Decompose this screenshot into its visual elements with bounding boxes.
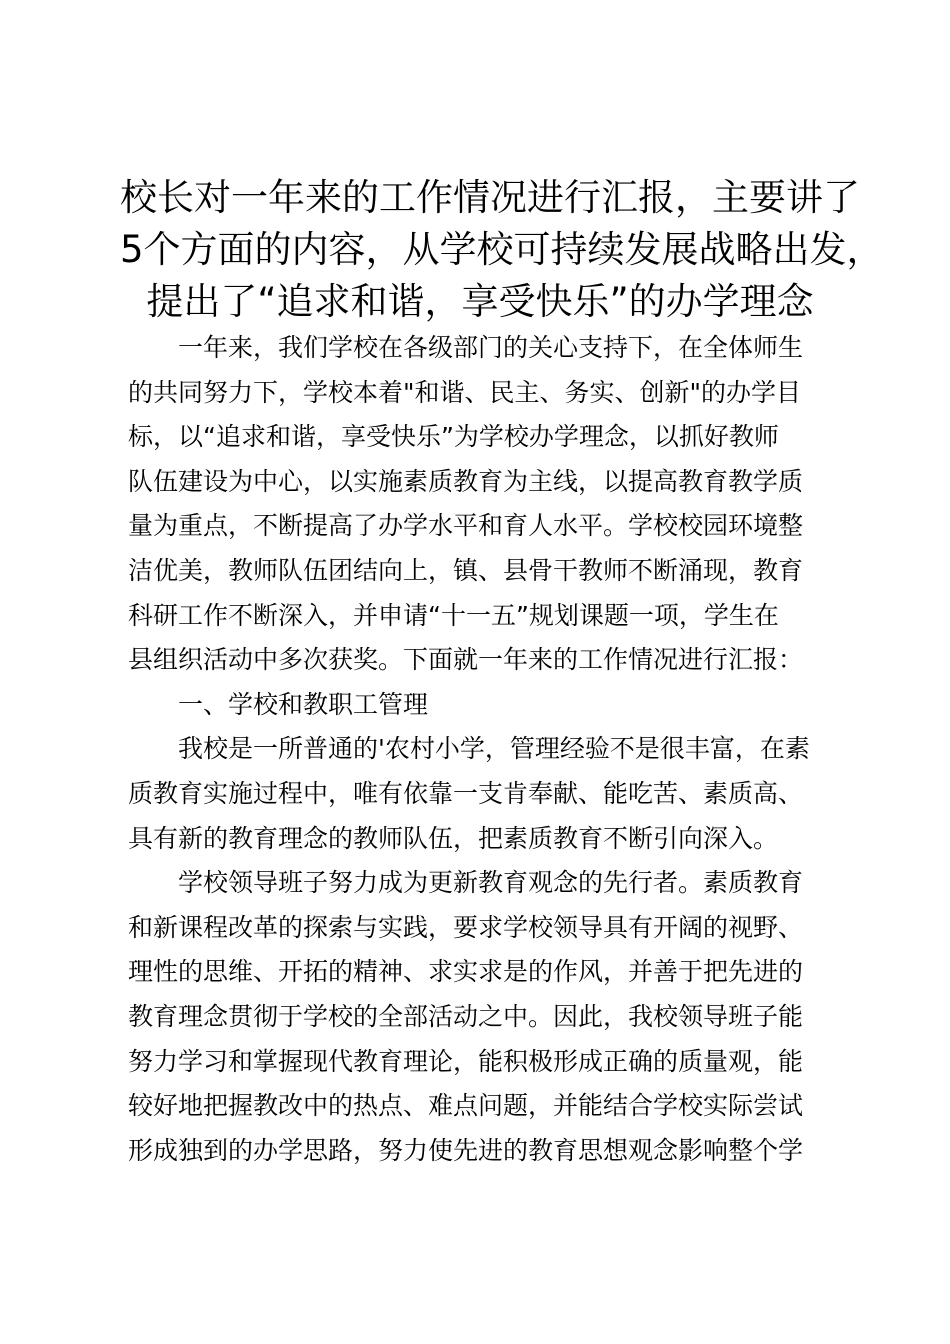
title-line: 5个方面的内容，从学校可持续发展战略出发， <box>120 228 884 271</box>
paragraph-line: 我校是一所普通的'农村小学，管理经验不是很丰富，在素 <box>178 734 810 764</box>
document-title <box>120 172 884 328</box>
paragraph-line: 具有新的教育理念的教师队伍，把素质教育不断引向深入。 <box>128 823 779 853</box>
paragraph-line: 量为重点，不断提高了办学水平和育人水平。学校校园环境整 <box>128 511 804 541</box>
paragraph-line: 较好地把握教改中的热点、难点问题，并能结合学校实际尝试 <box>128 1091 804 1121</box>
paragraph-line: 洁优美，教师队伍团结向上，镇、县骨干教师不断涌现，教育 <box>128 555 804 585</box>
paragraph-line: 标，以“追求和谐，享受快乐”为学校办学理念，以抓好教师 <box>128 422 779 452</box>
title-line: 提出了“追求和谐，享受快乐”的办学理念 <box>146 280 814 323</box>
paragraph-line: 教育理念贯彻于学校的全部活动之中。因此，我校领导班子能 <box>128 1001 804 1031</box>
paragraph-line: 形成独到的办学思路，努力使先进的教育思想观念影响整个学 <box>128 1135 804 1165</box>
paragraph-line: 理性的思维、开拓的精神、求实求是的作风，并善于把先进的 <box>128 957 804 987</box>
paragraph-line: 县组织活动中多次获奖。下面就一年来的工作情况进行汇报： <box>128 645 804 675</box>
paragraph-line: 质教育实施过程中，唯有依靠一支肯奉献、能吃苦、素质高、 <box>128 778 804 808</box>
paragraph-line: 和新课程改革的探索与实践，要求学校领导具有开阔的视野、 <box>128 912 804 942</box>
document-body <box>128 326 838 1173</box>
paragraph-line: 队伍建设为中心，以实施素质教育为主线，以提高教育教学质 <box>128 466 804 496</box>
paragraph-line: 努力学习和掌握现代教育理论，能积极形成正确的质量观，能 <box>128 1046 804 1076</box>
paragraph-line: 的共同努力下，学校本着"和谐、民主、务实、创新"的办学目 <box>128 377 802 407</box>
paragraph-line: 科研工作不断深入，并申请“十一五”规划课题一项，学生在 <box>128 600 779 630</box>
section-heading: 一、学校和教职工管理 <box>178 689 429 719</box>
paragraph-line: 学校领导班子努力成为更新教育观念的先行者。素质教育 <box>178 868 804 898</box>
title-line: 校长对一年来的工作情况进行汇报，主要讲了 <box>120 176 860 219</box>
paragraph-line: 一年来，我们学校在各级部门的关心支持下，在全体师生 <box>178 333 804 362</box>
